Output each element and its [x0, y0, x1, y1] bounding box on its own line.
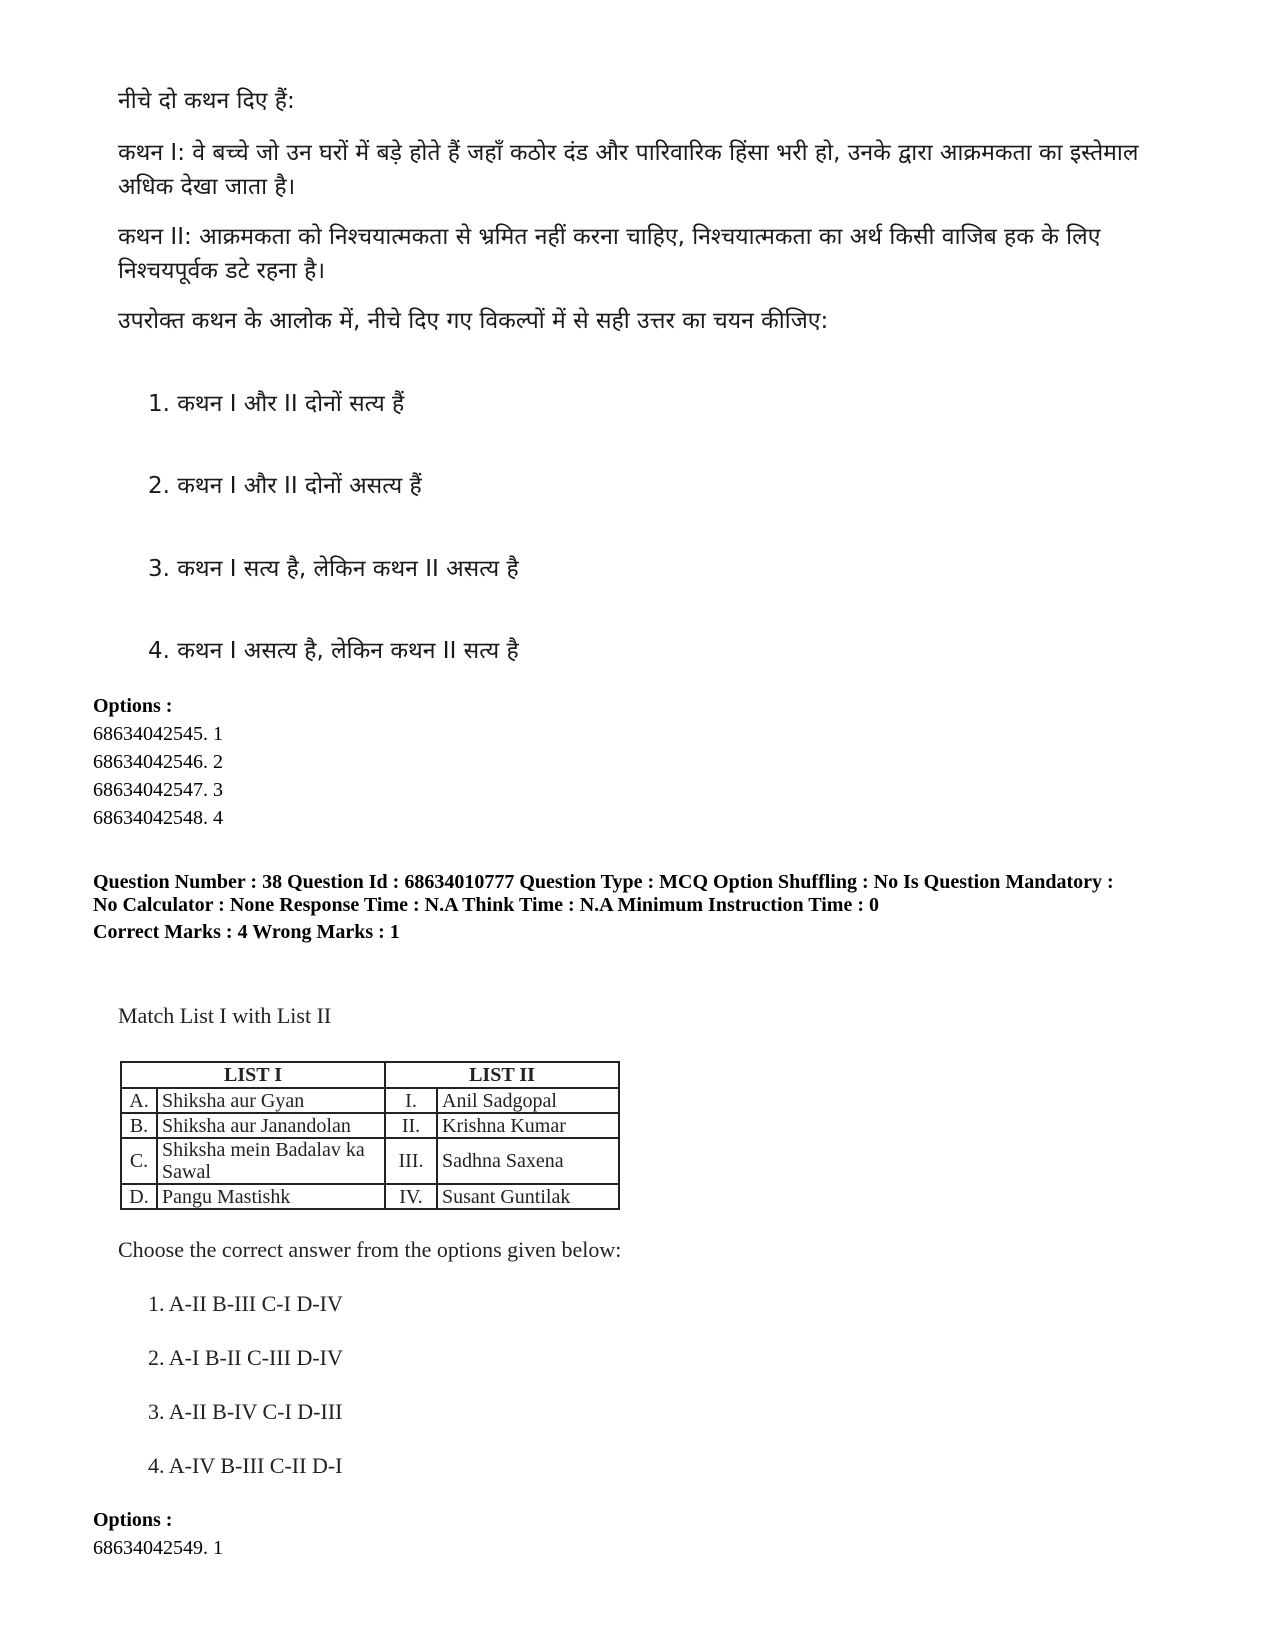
q37-choice-4: 4. कथन I असत्य है, लेकिन कथन II सत्य है [148, 638, 519, 664]
q38-meta-line-1: Question Number : 38 Question Id : 68634010777 Question Type : MCQ Option Shuffling : No Is Question Mandatory : [93, 871, 1114, 893]
q38-choice-1: 1. A-II B-III C-I D-IV [148, 1291, 343, 1316]
q38-prompt: Match List I with List II [118, 1003, 332, 1028]
q37-option-1: 68634042545. 1 [93, 723, 223, 745]
q37-intro: नीचे दो कथन दिए हैं: [118, 88, 295, 114]
q37-options-label: Options : [93, 695, 173, 717]
match-table [120, 1061, 620, 1210]
table-row [121, 1113, 619, 1138]
list-2-label: IV. [385, 1184, 437, 1209]
q38-options-label: Options : [93, 1509, 173, 1531]
list-1-label: D. [121, 1184, 157, 1209]
match-table-header [121, 1062, 619, 1088]
list-2-item: Sadhna Saxena [437, 1138, 619, 1184]
q37-choice-2: 2. कथन I और II दोनों असत्य हैं [148, 473, 422, 499]
list-1-label: C. [121, 1138, 157, 1184]
q38-choice-3: 3. A-II B-IV C-I D-III [148, 1399, 343, 1424]
list-1-header: LIST I [121, 1062, 385, 1088]
q37-choice-1: 1. कथन I और II दोनों सत्य हैं [148, 391, 405, 417]
q38-meta-line-2: No Calculator : None Response Time : N.A Think Time : N.A Minimum Instruction Time : 0 [93, 894, 879, 916]
list-2-label: I. [385, 1088, 437, 1113]
q37-instruction: उपरोक्त कथन के आलोक में, नीचे दिए गए विकल्पों में से सही उत्तर का चयन कीजिए: [118, 308, 829, 334]
table-row [121, 1184, 619, 1209]
q37-statement-1: कथन I: वे बच्चे जो उन घरों में बड़े होते हैं जहाँ कठोर दंड और पारिवारिक हिंसा भरी हो, उनके द्वारा आक्रमकता का इस्तेमाल अधिक देखा जाता है। [118, 140, 1139, 200]
list-2-item: Anil Sadgopal [437, 1088, 619, 1113]
list-1-label: B. [121, 1113, 157, 1138]
q37-statement-2: कथन II: आक्रमकता को निश्चयात्मकता से भ्रमित नहीं करना चाहिए, निश्चयात्मकता का अर्थ किसी वाजिब हक के लिए निश्चयपूर्वक डटे रहना है। [118, 224, 1101, 284]
list-1-item: Pangu Mastishk [157, 1184, 385, 1209]
q37-option-4: 68634042548. 4 [93, 807, 223, 829]
list-2-label: III. [385, 1138, 437, 1184]
q38-choice-2: 2. A-I B-II C-III D-IV [148, 1345, 343, 1370]
q38-marks: Correct Marks : 4 Wrong Marks : 1 [93, 921, 400, 943]
q37-choice-3: 3. कथन I सत्य है, लेकिन कथन II असत्य है [148, 556, 519, 582]
q37-option-3: 68634042547. 3 [93, 779, 223, 801]
q38-option-1: 68634042549. 1 [93, 1537, 223, 1559]
list-1-item: Shiksha mein Badalav ka Sawal [157, 1138, 385, 1184]
q38-instruction: Choose the correct answer from the options given below: [118, 1237, 622, 1262]
list-2-item: Krishna Kumar [437, 1113, 619, 1138]
list-2-label: II. [385, 1113, 437, 1138]
q37-option-2: 68634042546. 2 [93, 751, 223, 773]
list-2-item: Susant Guntilak [437, 1184, 619, 1209]
q38-choice-4: 4. A-IV B-III C-II D-I [148, 1453, 343, 1478]
list-2-header: LIST II [385, 1062, 619, 1088]
list-1-item: Shiksha aur Janandolan [157, 1113, 385, 1138]
table-row [121, 1088, 619, 1113]
table-row [121, 1138, 619, 1184]
list-1-label: A. [121, 1088, 157, 1113]
list-1-item: Shiksha aur Gyan [157, 1088, 385, 1113]
